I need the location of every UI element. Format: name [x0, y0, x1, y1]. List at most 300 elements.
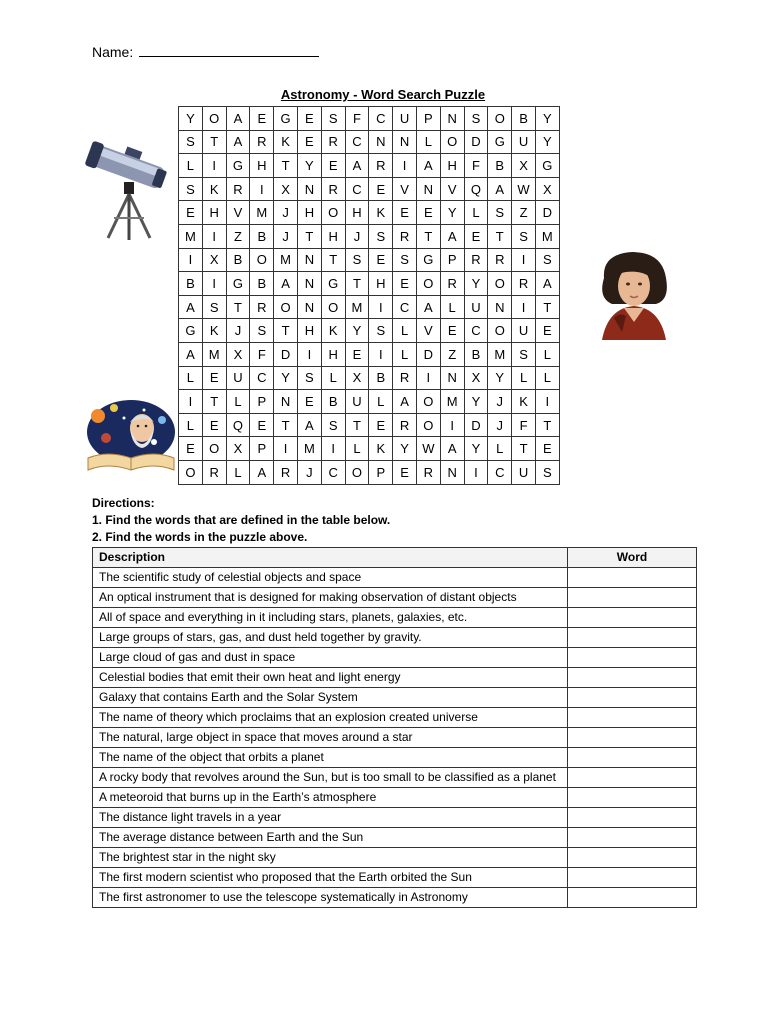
grid-cell: O [440, 130, 464, 154]
grid-cell: Z [512, 201, 536, 225]
grid-cell: Y [535, 130, 559, 154]
grid-cell: M [440, 390, 464, 414]
word-answer-cell[interactable] [568, 848, 697, 868]
grid-cell: O [274, 295, 298, 319]
description-cell: The scientific study of celestial objects and space [93, 568, 568, 588]
grid-cell: E [393, 201, 417, 225]
grid-cell: O [416, 272, 440, 296]
grid-cell: I [369, 342, 393, 366]
grid-cell: R [226, 177, 250, 201]
table-row [93, 788, 697, 808]
grid-cell: L [179, 413, 203, 437]
grid-cell: R [393, 366, 417, 390]
grid-cell: A [250, 460, 274, 484]
grid-cell: N [274, 390, 298, 414]
grid-cell: R [369, 154, 393, 178]
grid-cell: O [416, 413, 440, 437]
word-answer-cell[interactable] [568, 808, 697, 828]
grid-cell: Y [535, 107, 559, 131]
description-cell: The name of the object that orbits a planet [93, 748, 568, 768]
grid-cell: E [321, 154, 345, 178]
grid-cell: E [416, 201, 440, 225]
grid-cell: Y [440, 201, 464, 225]
grid-cell: A [179, 342, 203, 366]
word-answer-cell[interactable] [568, 688, 697, 708]
grid-cell: J [274, 224, 298, 248]
word-answer-cell[interactable] [568, 868, 697, 888]
grid-cell: L [393, 319, 417, 343]
grid-cell: O [321, 201, 345, 225]
definitions-table [92, 547, 697, 908]
word-answer-cell[interactable] [568, 628, 697, 648]
grid-cell: R [416, 460, 440, 484]
grid-cell: T [416, 224, 440, 248]
grid-cell: C [488, 460, 512, 484]
grid-cell: F [464, 154, 488, 178]
grid-cell: B [488, 154, 512, 178]
table-row [93, 888, 697, 908]
grid-cell: M [488, 342, 512, 366]
grid-cell: T [321, 248, 345, 272]
grid-cell: E [440, 319, 464, 343]
grid-cell: S [321, 413, 345, 437]
grid-cell: I [512, 248, 536, 272]
grid-cell: N [416, 177, 440, 201]
grid-cell: H [369, 272, 393, 296]
galileo-with-book-illustration [84, 398, 178, 476]
grid-cell: K [369, 437, 393, 461]
grid-cell: O [488, 319, 512, 343]
grid-cell: N [369, 130, 393, 154]
directions [92, 495, 390, 546]
grid-cell: C [345, 130, 369, 154]
table-row [93, 808, 697, 828]
grid-cell: I [274, 437, 298, 461]
description-cell: The name of theory which proclaims that an explosion created universe [93, 708, 568, 728]
grid-cell: Q [464, 177, 488, 201]
grid-row [179, 413, 560, 437]
telescope-illustration [84, 138, 172, 242]
grid-cell: I [416, 366, 440, 390]
copernicus-portrait [594, 248, 674, 340]
grid-cell: P [369, 460, 393, 484]
grid-cell: I [179, 248, 203, 272]
directions-heading: Directions: [92, 496, 155, 510]
grid-cell: T [202, 390, 226, 414]
grid-cell: E [202, 413, 226, 437]
grid-cell: V [416, 319, 440, 343]
grid-cell: P [440, 248, 464, 272]
grid-cell: L [369, 390, 393, 414]
grid-cell: B [464, 342, 488, 366]
grid-cell: Y [345, 319, 369, 343]
grid-cell: G [321, 272, 345, 296]
grid-row [179, 437, 560, 461]
grid-cell: L [226, 390, 250, 414]
grid-cell: A [488, 177, 512, 201]
word-answer-cell[interactable] [568, 568, 697, 588]
grid-cell: T [535, 413, 559, 437]
grid-cell: U [512, 319, 536, 343]
description-cell: Large cloud of gas and dust in space [93, 648, 568, 668]
grid-cell: J [488, 390, 512, 414]
grid-cell: T [202, 130, 226, 154]
grid-cell: E [535, 437, 559, 461]
grid-cell: I [297, 342, 321, 366]
grid-cell: H [321, 342, 345, 366]
grid-cell: I [321, 437, 345, 461]
grid-cell: M [179, 224, 203, 248]
table-row [93, 768, 697, 788]
grid-cell: U [393, 107, 417, 131]
grid-cell: R [512, 272, 536, 296]
grid-cell: H [297, 319, 321, 343]
grid-cell: P [250, 437, 274, 461]
description-cell: Celestial bodies that emit their own heat and light energy [93, 668, 568, 688]
grid-row [179, 272, 560, 296]
grid-cell: S [297, 366, 321, 390]
grid-cell: G [535, 154, 559, 178]
word-search-grid [178, 106, 560, 485]
grid-cell: P [416, 107, 440, 131]
name-blank-line[interactable] [139, 42, 319, 57]
grid-cell: O [321, 295, 345, 319]
grid-cell: A [345, 154, 369, 178]
directions-step-2: 2. Find the words in the puzzle above. [92, 530, 308, 544]
grid-cell: D [416, 342, 440, 366]
grid-row [179, 342, 560, 366]
table-row [93, 668, 697, 688]
grid-cell: D [464, 413, 488, 437]
grid-cell: E [369, 413, 393, 437]
grid-cell: R [274, 460, 298, 484]
grid-cell: V [226, 201, 250, 225]
grid-cell: S [488, 201, 512, 225]
word-answer-cell[interactable] [568, 608, 697, 628]
grid-cell: O [250, 248, 274, 272]
grid-cell: S [369, 224, 393, 248]
word-answer-cell[interactable] [568, 708, 697, 728]
table-row [93, 708, 697, 728]
grid-cell: D [464, 130, 488, 154]
table-row [93, 568, 697, 588]
grid-cell: P [250, 390, 274, 414]
grid-cell: K [202, 319, 226, 343]
grid-cell: G [274, 107, 298, 131]
word-answer-cell[interactable] [568, 728, 697, 748]
grid-cell: E [464, 224, 488, 248]
grid-cell: U [226, 366, 250, 390]
grid-cell: E [179, 201, 203, 225]
name-label: Name: [92, 44, 134, 60]
table-row [93, 868, 697, 888]
grid-cell: I [250, 177, 274, 201]
grid-cell: B [369, 366, 393, 390]
grid-cell: T [488, 224, 512, 248]
grid-cell: K [369, 201, 393, 225]
table-row [93, 628, 697, 648]
grid-cell: T [345, 272, 369, 296]
grid-cell: R [250, 295, 274, 319]
grid-cell: L [345, 437, 369, 461]
grid-cell: M [535, 224, 559, 248]
grid-cell: I [393, 154, 417, 178]
grid-cell: M [250, 201, 274, 225]
grid-cell: S [369, 319, 393, 343]
grid-cell: J [274, 201, 298, 225]
grid-cell: A [179, 295, 203, 319]
word-answer-cell[interactable] [568, 588, 697, 608]
grid-cell: L [416, 130, 440, 154]
grid-cell: X [226, 437, 250, 461]
description-cell: The average distance between Earth and the Sun [93, 828, 568, 848]
grid-cell: Q [226, 413, 250, 437]
grid-row [179, 319, 560, 343]
grid-cell: M [297, 437, 321, 461]
grid-cell: X [226, 342, 250, 366]
grid-cell: S [179, 177, 203, 201]
grid-cell: E [250, 413, 274, 437]
grid-cell: S [464, 107, 488, 131]
grid-cell: R [393, 413, 417, 437]
grid-cell: L [464, 201, 488, 225]
grid-cell: W [416, 437, 440, 461]
description-cell: All of space and everything in it including stars, planets, galaxies, etc. [93, 608, 568, 628]
directions-step-1: 1. Find the words that are defined in the table below. [92, 513, 391, 527]
grid-cell: N [297, 248, 321, 272]
grid-cell: R [321, 130, 345, 154]
grid-cell: N [440, 107, 464, 131]
grid-cell: T [345, 413, 369, 437]
grid-cell: L [535, 342, 559, 366]
grid-cell: X [535, 177, 559, 201]
grid-cell: U [464, 295, 488, 319]
grid-cell: N [440, 460, 464, 484]
grid-cell: H [345, 201, 369, 225]
grid-cell: T [297, 224, 321, 248]
grid-cell: B [321, 390, 345, 414]
grid-cell: I [369, 295, 393, 319]
grid-cell: H [440, 154, 464, 178]
grid-cell: T [274, 154, 298, 178]
grid-row [179, 460, 560, 484]
grid-cell: Z [226, 224, 250, 248]
grid-cell: J [345, 224, 369, 248]
grid-cell: O [488, 272, 512, 296]
grid-cell: I [535, 390, 559, 414]
word-answer-cell[interactable] [568, 668, 697, 688]
grid-cell: K [321, 319, 345, 343]
word-answer-cell[interactable] [568, 828, 697, 848]
description-cell: A meteoroid that burns up in the Earth’s atmosphere [93, 788, 568, 808]
word-answer-cell[interactable] [568, 648, 697, 668]
grid-cell: E [297, 107, 321, 131]
grid-cell: L [488, 437, 512, 461]
table-row [93, 848, 697, 868]
grid-cell: F [250, 342, 274, 366]
grid-cell: L [512, 366, 536, 390]
word-answer-cell[interactable] [568, 788, 697, 808]
grid-cell: R [202, 460, 226, 484]
grid-cell: S [345, 248, 369, 272]
grid-cell: B [512, 107, 536, 131]
grid-cell: O [345, 460, 369, 484]
table-row [93, 728, 697, 748]
grid-cell: T [274, 413, 298, 437]
grid-cell: S [179, 130, 203, 154]
grid-cell: E [202, 366, 226, 390]
grid-cell: T [274, 319, 298, 343]
grid-cell: H [202, 201, 226, 225]
grid-cell: E [393, 272, 417, 296]
grid-cell: O [416, 390, 440, 414]
grid-cell: X [202, 248, 226, 272]
grid-cell: D [535, 201, 559, 225]
grid-cell: S [512, 342, 536, 366]
grid-cell: J [297, 460, 321, 484]
grid-row [179, 201, 560, 225]
grid-cell: B [250, 224, 274, 248]
grid-cell: T [512, 437, 536, 461]
grid-cell: M [274, 248, 298, 272]
grid-row [179, 390, 560, 414]
definitions-header-row [93, 548, 697, 568]
grid-cell: S [202, 295, 226, 319]
grid-cell: B [250, 272, 274, 296]
table-row [93, 688, 697, 708]
grid-cell: R [440, 272, 464, 296]
grid-cell: A [440, 224, 464, 248]
grid-cell: T [535, 295, 559, 319]
grid-cell: N [488, 295, 512, 319]
grid-cell: C [345, 177, 369, 201]
grid-cell: Y [393, 437, 417, 461]
grid-cell: L [226, 460, 250, 484]
grid-cell: Y [464, 437, 488, 461]
grid-cell: T [226, 295, 250, 319]
grid-cell: D [274, 342, 298, 366]
grid-cell: N [393, 130, 417, 154]
grid-cell: Y [297, 154, 321, 178]
grid-cell: Y [464, 390, 488, 414]
grid-cell: S [535, 460, 559, 484]
description-cell: The first astronomer to use the telescope systematically in Astronomy [93, 888, 568, 908]
grid-cell: E [297, 390, 321, 414]
grid-cell: L [535, 366, 559, 390]
grid-cell: I [202, 272, 226, 296]
grid-cell: F [345, 107, 369, 131]
grid-cell: V [393, 177, 417, 201]
word-answer-cell[interactable] [568, 748, 697, 768]
description-cell: An optical instrument that is designed for making observation of distant objects [93, 588, 568, 608]
grid-cell: Y [274, 366, 298, 390]
grid-cell: L [440, 295, 464, 319]
grid-cell: C [369, 107, 393, 131]
grid-cell: R [321, 177, 345, 201]
grid-cell: A [393, 390, 417, 414]
word-answer-cell[interactable] [568, 888, 697, 908]
grid-cell: N [440, 366, 464, 390]
grid-cell: X [512, 154, 536, 178]
grid-cell: I [179, 390, 203, 414]
grid-cell: C [250, 366, 274, 390]
grid-cell: I [512, 295, 536, 319]
grid-cell: X [464, 366, 488, 390]
grid-cell: R [464, 248, 488, 272]
grid-cell: R [393, 224, 417, 248]
grid-cell: E [297, 130, 321, 154]
description-cell: The first modern scientist who proposed that the Earth orbited the Sun [93, 868, 568, 888]
grid-cell: O [202, 437, 226, 461]
grid-cell: A [226, 130, 250, 154]
grid-cell: K [202, 177, 226, 201]
grid-cell: I [202, 154, 226, 178]
grid-cell: S [512, 224, 536, 248]
grid-cell: J [488, 413, 512, 437]
word-column-header: Word [568, 548, 697, 568]
grid-cell: E [179, 437, 203, 461]
grid-cell: A [535, 272, 559, 296]
grid-cell: U [512, 460, 536, 484]
description-cell: A rocky body that revolves around the Sun, but is too small to be classified as a planet [93, 768, 568, 788]
grid-cell: L [393, 342, 417, 366]
word-answer-cell[interactable] [568, 768, 697, 788]
table-row [93, 608, 697, 628]
grid-cell: G [226, 154, 250, 178]
grid-cell: E [369, 248, 393, 272]
grid-cell: N [297, 177, 321, 201]
table-row [93, 588, 697, 608]
grid-cell: C [393, 295, 417, 319]
grid-cell: H [297, 201, 321, 225]
grid-cell: G [488, 130, 512, 154]
grid-cell: E [250, 107, 274, 131]
grid-cell: M [345, 295, 369, 319]
grid-cell: C [464, 319, 488, 343]
grid-cell: H [250, 154, 274, 178]
grid-row [179, 366, 560, 390]
grid-cell: X [274, 177, 298, 201]
grid-row [179, 130, 560, 154]
grid-cell: S [250, 319, 274, 343]
grid-cell: H [321, 224, 345, 248]
grid-cell: Y [488, 366, 512, 390]
grid-cell: A [297, 413, 321, 437]
grid-row [179, 248, 560, 272]
description-cell: The distance light travels in a year [93, 808, 568, 828]
description-cell: The brightest star in the night sky [93, 848, 568, 868]
description-cell: The natural, large object in space that moves around a star [93, 728, 568, 748]
grid-cell: G [226, 272, 250, 296]
grid-cell: L [321, 366, 345, 390]
grid-cell: B [179, 272, 203, 296]
grid-cell: L [179, 154, 203, 178]
grid-cell: I [440, 413, 464, 437]
grid-cell: O [202, 107, 226, 131]
grid-cell: A [416, 295, 440, 319]
grid-cell: L [179, 366, 203, 390]
grid-cell: J [226, 319, 250, 343]
grid-cell: U [345, 390, 369, 414]
grid-cell: I [464, 460, 488, 484]
grid-cell: Y [179, 107, 203, 131]
grid-cell: W [512, 177, 536, 201]
description-cell: Galaxy that contains Earth and the Solar System [93, 688, 568, 708]
table-row [93, 648, 697, 668]
grid-cell: N [297, 272, 321, 296]
grid-cell: A [416, 154, 440, 178]
table-row [93, 828, 697, 848]
